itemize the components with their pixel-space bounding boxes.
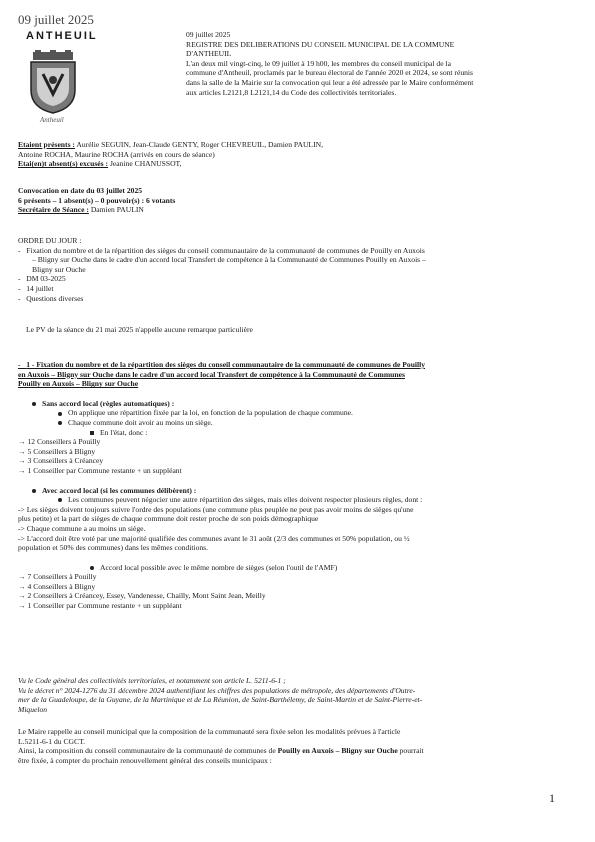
legal-line: mer de la Guadeloupe, de la Guyane, de la Martinique et de La Réunion, de Saint-Barthélemy, de Saint-Martin et de Saint-Pierre-et-	[18, 695, 423, 705]
legal-line: Vu le décret n° 2024-1276 du 31 décembre 2024 authentifiant les chiffres des populations de métropole, des départements d'Outre-	[18, 685, 416, 695]
present-names: Aurélie SEGUIN, Jean-Claude GENTY, Roger CHEVREUIL, Damien PAULIN,	[74, 140, 323, 149]
agenda-item: Fixation du nombre et de la répartition des sièges du conseil communautaire de la communauté de communes de Pouilly en Auxois	[26, 245, 425, 255]
rule-line: En l'état, donc :	[100, 427, 148, 437]
legal-references	[18, 676, 583, 714]
header-paragraph-line: dans la salle de la Mairie sur la convocation qui leur a été adressée par le Maire conformément	[186, 77, 474, 87]
agenda: ORDRE DU JOUR : - Fixation du nombre et de la répartition des sièges du conseil communautaire de la communauté de communes de Pouilly en Auxois – Bligny sur Ouche dans le cadre d'un accord local Transfert de compétence à la Communauté de Communes Pouilly en Auxois – Bligny sur Ouche - DM 03-2025 - 14 juillet - Questions diverses	[18, 236, 583, 303]
bullet-icon	[58, 498, 62, 502]
agenda-item-cont: Bligny sur Ouche	[32, 264, 86, 274]
present-label: Etaient présents :	[18, 140, 75, 149]
community-name: Pouilly en Auxois – Bligny sur Ouche	[277, 746, 398, 756]
agenda-title: ORDRE DU JOUR :	[18, 236, 82, 245]
crest-caption: Antheuil	[40, 116, 64, 124]
closing-line: pourrait	[397, 746, 424, 756]
bullet-icon	[32, 402, 36, 406]
pv-note: Le PV de la séance du 21 mai 2025 n'appelle aucune remarque particulière	[26, 325, 253, 334]
rule-line: Chaque commune doit avoir au moins un siège.	[68, 417, 213, 427]
town-crest-icon	[25, 50, 81, 114]
section-1-title: 1 - Fixation du nombre et de la répartition des sièges du conseil communautaire de la communauté de communes de Pouilly	[26, 360, 426, 369]
avec-accord-heading: Avec accord local (si les communes délibèrent) :	[42, 485, 197, 495]
rule-line: -> Chaque commune a au moins un siège.	[18, 523, 146, 533]
vote-counts: 6 présents – 1 absent(s) – 0 pouvoir(s) : 6 votants	[18, 195, 176, 205]
section-1-title-cont: Pouilly en Auxois – Bligny sur Ouche	[18, 379, 139, 389]
header-paragraph-line: L'an deux mil vingt-cinq, le 09 juillet à 19 h00, les membres du conseil municipal de la	[186, 58, 451, 68]
town-name: ANTHEUIL	[26, 30, 98, 42]
bullet-icon	[90, 566, 94, 570]
agenda-item-cont: – Bligny sur Ouche dans le cadre d'un accord local Transfert de compétence à la Communauté de Communes Pouilly en Auxois –	[32, 255, 426, 265]
attendance	[18, 140, 583, 169]
agenda-item: 14 juillet	[26, 283, 54, 293]
agenda-item: DM 03-2025	[26, 274, 66, 284]
seat-line: → 5 Conseillers à Bligny	[18, 446, 96, 456]
closing-line: Le Maire rappelle au conseil municipal que la composition de la communauté sera fixée selon les modalités prévues à l'article	[18, 727, 401, 736]
seat-line: → 2 Conseillers à Créancey, Essey, Vandenesse, Chailly, Mont Saint Jean, Meilly	[18, 591, 266, 601]
seat-line: → 1 Conseiller par Commune restante + un suppléant	[18, 465, 182, 475]
seat-line: → 4 Conseillers à Bligny	[18, 581, 96, 591]
bullet-icon	[58, 421, 62, 425]
header-date: 09 juillet 2025	[186, 30, 231, 39]
secretary-name: Damien PAULIN	[88, 205, 144, 215]
convocation-date: Convocation en date du 03 juillet 2025	[18, 186, 143, 195]
rule-line: Les communes peuvent négocier une autre répartition des sièges, mais elles doivent respecter plusieurs règles, dont :	[68, 495, 423, 505]
bullet-icon	[90, 431, 94, 435]
sans-accord-heading: Sans accord local (règles automatiques) :	[42, 398, 175, 408]
top-date: 09 juillet 2025	[18, 12, 94, 27]
seat-line: → 1 Conseiller par Commune restante + un suppléant	[18, 601, 182, 611]
bullet-icon	[32, 489, 36, 493]
closing-line: L.5211-6-1 du CGCT.	[18, 736, 86, 746]
agenda-item: Questions diverses	[26, 293, 84, 303]
legal-line: Miquelon	[18, 704, 48, 714]
closing-line: être fixée, à compter du prochain renouvellement général des conseils municipaux :	[18, 755, 272, 765]
rule-line: -> L'accord doit être voté par une majorité qualifiée des communes avant le 31 août (2/3 des communes et 50% population, ou ½	[18, 533, 410, 543]
rule-line: On applique une répartition fixée par la loi, en fonction de la population de chaque commune.	[68, 408, 353, 418]
absent-names: Jeanine CHANUSSOT,	[108, 159, 182, 169]
header-title: REGISTRE DES DELIBERATIONS DU CONSEIL MUNICIPAL DE LA COMMUNE	[186, 39, 455, 49]
seat-line: → 3 Conseillers à Créancey	[18, 456, 104, 466]
deliberation-header	[186, 30, 586, 97]
page-number: 1	[549, 791, 555, 805]
header-paragraph-line: commune d'Antheuil, proclamés par le bureau électoral de l'année 2020 et 2024, se sont réunis	[186, 68, 473, 78]
accord-possible-heading: Accord local possible avec le même nombre de sièges (selon l'outil de l'AMF)	[100, 562, 338, 572]
convocation	[18, 186, 583, 215]
absent-label: Etai(en)t absent(s) excusés :	[18, 159, 109, 169]
rule-line: -> Les sièges doivent toujours suivre l'ordre des populations (une commune plus peuplée ne peut pas avoir moins de sièges qu'une	[18, 504, 414, 514]
closing-line: Ainsi, la composition du conseil communautaire de la communauté de communes de	[18, 746, 278, 756]
seat-line: → 12 Conseillers à Pouilly	[18, 437, 101, 447]
rule-line: population et 50% des communes) dans les mêmes conditions.	[18, 543, 209, 553]
bullet-icon	[58, 412, 62, 416]
legal-line: Vu le Code général des collectivités territoriales, et notamment son article L. 5211-6-1 ;	[18, 676, 286, 685]
present-names-cont: Antoine ROCHA, Maurine ROCHA (arrivés en cours de séance)	[18, 149, 215, 159]
section-1-title-cont: en Auxois – Bligny sur Ouche dans le cadre d'un accord local Transfert de compétence à la Communauté de Communes	[18, 369, 405, 379]
section-1: - 1 - Fixation du nombre et de la répartition des sièges du conseil communautaire de la communauté de communes de Pouilly en Auxois – Bligny sur Ouche dans le cadre d'un accord local Transfert de compétence à la Communauté de Communes Pouilly en Auxois – Bligny sur Ouche Sans accord local (règles automatiques) : On applique une répartition fixée par la loi, en fonction de la population de chaque commune. Chaque commune doit avoir au moins un siège. En l'état, donc : → 12 Conseillers à Pouilly → 5 Conseillers à Bligny → 3 Conseillers à Créancey → 1 Conseiller par Commune restante + un suppléant Avec accord local (si les communes délibèrent) : Les communes peuvent négocier une autre répartition des sièges, mais elles doivent respecter plusieurs règles, dont : -> Les sièges doivent toujours suivre l'ordre des populations (une commune plus peuplée ne peut pas avoir moins de sièges qu'une plus petite) et la part de sièges de chaque commune doit rester proche de son poids démographique -> Chaque commune a au moins un siège. -> L'accord doit être voté par une majorité qualifiée des communes avant le 31 août (2/3 des communes et 50% population, ou ½ population et 50% des communes) dans les mêmes conditions. Accord local possible avec le même nombre de sièges (selon l'outil de l'AMF) → 7 Conseillers à Pouilly → 4 Conseillers à Bligny → 2 Conseillers à Créancey, Essey, Vandenesse, Chailly, Mont Saint Jean, Meilly → 1 Conseiller par Commune restante + un suppléant	[18, 360, 583, 611]
header-paragraph-line: aux articles L2121,8 L2121,14 du Code des collectivités territoriales.	[186, 87, 397, 97]
header-title-commune: D'ANTHEUIL	[186, 49, 232, 59]
seat-line: → 7 Conseillers à Pouilly	[18, 572, 97, 582]
closing-paragraph	[18, 727, 583, 765]
rule-line: plus petite) et la part de sièges de chaque commune doit rester proche de son poids démographique	[18, 514, 319, 524]
secretary-label: Secrétaire de Séance :	[18, 205, 89, 215]
